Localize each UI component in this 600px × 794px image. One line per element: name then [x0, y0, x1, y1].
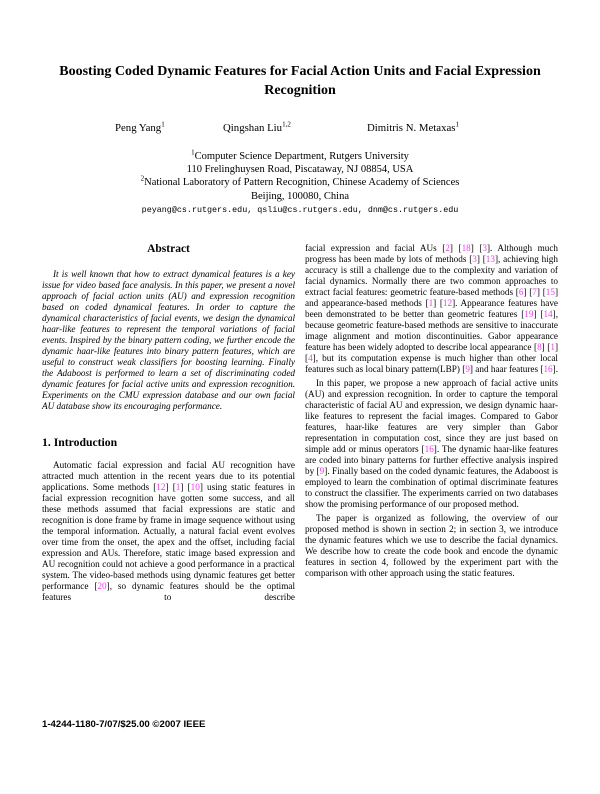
affiliation-line — [0, 150, 600, 163]
citation-link[interactable]: 9 — [319, 466, 325, 476]
affiliation-text: 110 Frelinghuysen Road, Piscataway, NJ 08854, USA — [186, 164, 414, 176]
author-affiliation-superscript: 1 — [161, 120, 165, 129]
abstract-text: It is well known that how to extract dynamical features is a key issue for video based face analysis. In this paper, we present a novel approach of facial action units (AU) and expression recognition based on coded dynamical features. In order to capture the dynamical characteristics of facial events, we design the dynamical haar-like features to represent the temporal variations of facial events. Inspired by the binary pattern coding, we further encode the dynamic haar-like features into binary pattern features, which are useful to construct weak classifiers for boosting learning. Finally the Adaboost is performed to learn a set of discriminating coded dynamic features for facial active units and expression recognition. Experiments on the CMU expression database and our own facial AU database show its encouraging performance. — [42, 269, 295, 411]
affiliation-line — [0, 176, 600, 189]
affiliation-text: Beijing, 100080, China — [251, 190, 349, 202]
affiliation-text: Computer Science Department, Rutgers University — [194, 151, 409, 162]
citation-link[interactable]: 12 — [442, 298, 453, 308]
citation-link[interactable]: 20 — [97, 581, 107, 591]
affiliation-line — [0, 163, 600, 176]
intro-paragraph: Automatic facial expression and facial AU recognition have attracted much attention in the recent years due to its potential applications. Some methods [12] [1] [10] using static features in facial expression recognition have gotten some success, and all these methods assumed that facial expressions are static and recognition is done frame by frame in image sequence without using the temporal information. Actually, a natural facial event evolves over time from the onset, the apex and the offset, including facial expression and AUs. Therefore, static image based expression and AU recognition could not achieve a good performance in a practical system. The video-based methods using dynamic features get better performance [20], so dynamic features should be the optimal features to describe — [42, 460, 295, 602]
affiliation-text: National Laboratory of Pattern Recognition, Chinese Academy of Sciences — [144, 177, 460, 189]
citation-link[interactable]: 14 — [543, 309, 553, 319]
citation-link[interactable]: 15 — [545, 287, 555, 297]
author-name-text: Dimitris N. Metaxas — [367, 122, 456, 134]
body-paragraph: The paper is organized as following, the overview of our proposed method is shown in section 2; in section 3, we introduce the dynamic features which we use to describe the facial dynamics. We describe how to create the code book and encode the dynamic features in section 4, followed by the experiment part with the comparison with other approach using the static features. — [305, 513, 558, 578]
affiliation-superscript: 1 — [191, 148, 195, 157]
section-heading-introduction: 1. Introduction — [42, 436, 118, 449]
affiliation-superscript: 2 — [140, 174, 145, 183]
citation-link[interactable]: 19 — [524, 309, 534, 319]
author-name — [367, 122, 459, 134]
citation-link[interactable]: 10 — [190, 482, 200, 492]
copyright-notice: 1-4244-1180-7/07/$25.00 ©2007 IEEE — [42, 719, 206, 730]
author-emails: peyang@cs.rutgers.edu, qsliu@cs.rutgers.edu, dnm@cs.rutgers.edu — [141, 205, 459, 215]
citation-link[interactable]: 1 — [550, 342, 555, 352]
abstract-heading: Abstract — [147, 243, 190, 255]
citation-link[interactable]: 1 — [428, 298, 434, 308]
citation-link[interactable]: 16 — [424, 444, 434, 454]
citation-link[interactable]: 9 — [465, 364, 470, 374]
affiliation-line — [0, 190, 600, 203]
citation-link[interactable]: 6 — [518, 287, 524, 297]
author-affiliation-superscript: 1 — [455, 120, 459, 129]
body-paragraph: In this paper, we propose a new approach of facial active units (AU) and expression recognition. In order to capture the temporal characteristic of facial AU and expression, we design dynamic haar-like features to represent the facial images. Compared to Gabor features, haar-like features are very simpler than Gabor representation in computation cost, since they are just based on simple add or minus operators [16]. The dynamic haar-like features are coded into binary patterns for further effective analysis inspired by [9]. Finally based on the coded dynamic features, the Adaboost is employed to learn the combination of optimal discriminate features to construct the classifier. The experiments carried on two databases show the promising performance of our proposed method. — [305, 378, 558, 509]
citation-link[interactable]: 4 — [308, 353, 313, 363]
right-column — [305, 243, 558, 579]
author-name — [223, 122, 291, 134]
citation-link[interactable]: 7 — [532, 287, 537, 297]
citation-link[interactable]: 16 — [543, 364, 553, 374]
paper-title: Boosting Coded Dynamic Features for Facial Action Units and Facial Expression Recognition — [59, 64, 541, 98]
citation-link[interactable]: 8 — [537, 342, 542, 352]
author-name-text: Qingshan Liu — [223, 122, 283, 134]
citation-link[interactable]: 2 — [445, 243, 450, 253]
citation-link[interactable]: 12 — [156, 482, 166, 492]
citation-link[interactable]: 1 — [175, 482, 181, 492]
left-column — [42, 243, 295, 603]
body-paragraph: facial expression and facial AUs [2] [18] [3]. Although much progress has been made by lots of methods [3] [13], achieving high accuracy is still a challenge due to the complexity and variation of facial dynamics. Normally there are two common approaches to extract facial features: geometric feature-based methods [6] [7] [15] and appearance-based methods [1] [12]. Appearance features have been demonstrated to be better than geometric features [19] [14], because geometric feature-based methods are sensitive to inaccurate image alignment and motion discontinuities. Gabor appearance feature has been widely adopted to describe local appearance [8] [1] [4], but its computation expense is much higher than other local features such as local binary pattern(LBP) [9] and haar features [16]. — [305, 243, 559, 374]
affiliation-block — [0, 150, 600, 203]
citation-link[interactable]: 3 — [472, 254, 477, 264]
citation-link[interactable]: 13 — [485, 254, 495, 264]
author-name — [115, 122, 165, 134]
author-affiliation-superscript: 1,2 — [282, 120, 291, 129]
citation-link[interactable]: 18 — [461, 243, 471, 253]
citation-link[interactable]: 3 — [482, 243, 487, 253]
author-name-text: Peng Yang — [115, 122, 162, 134]
